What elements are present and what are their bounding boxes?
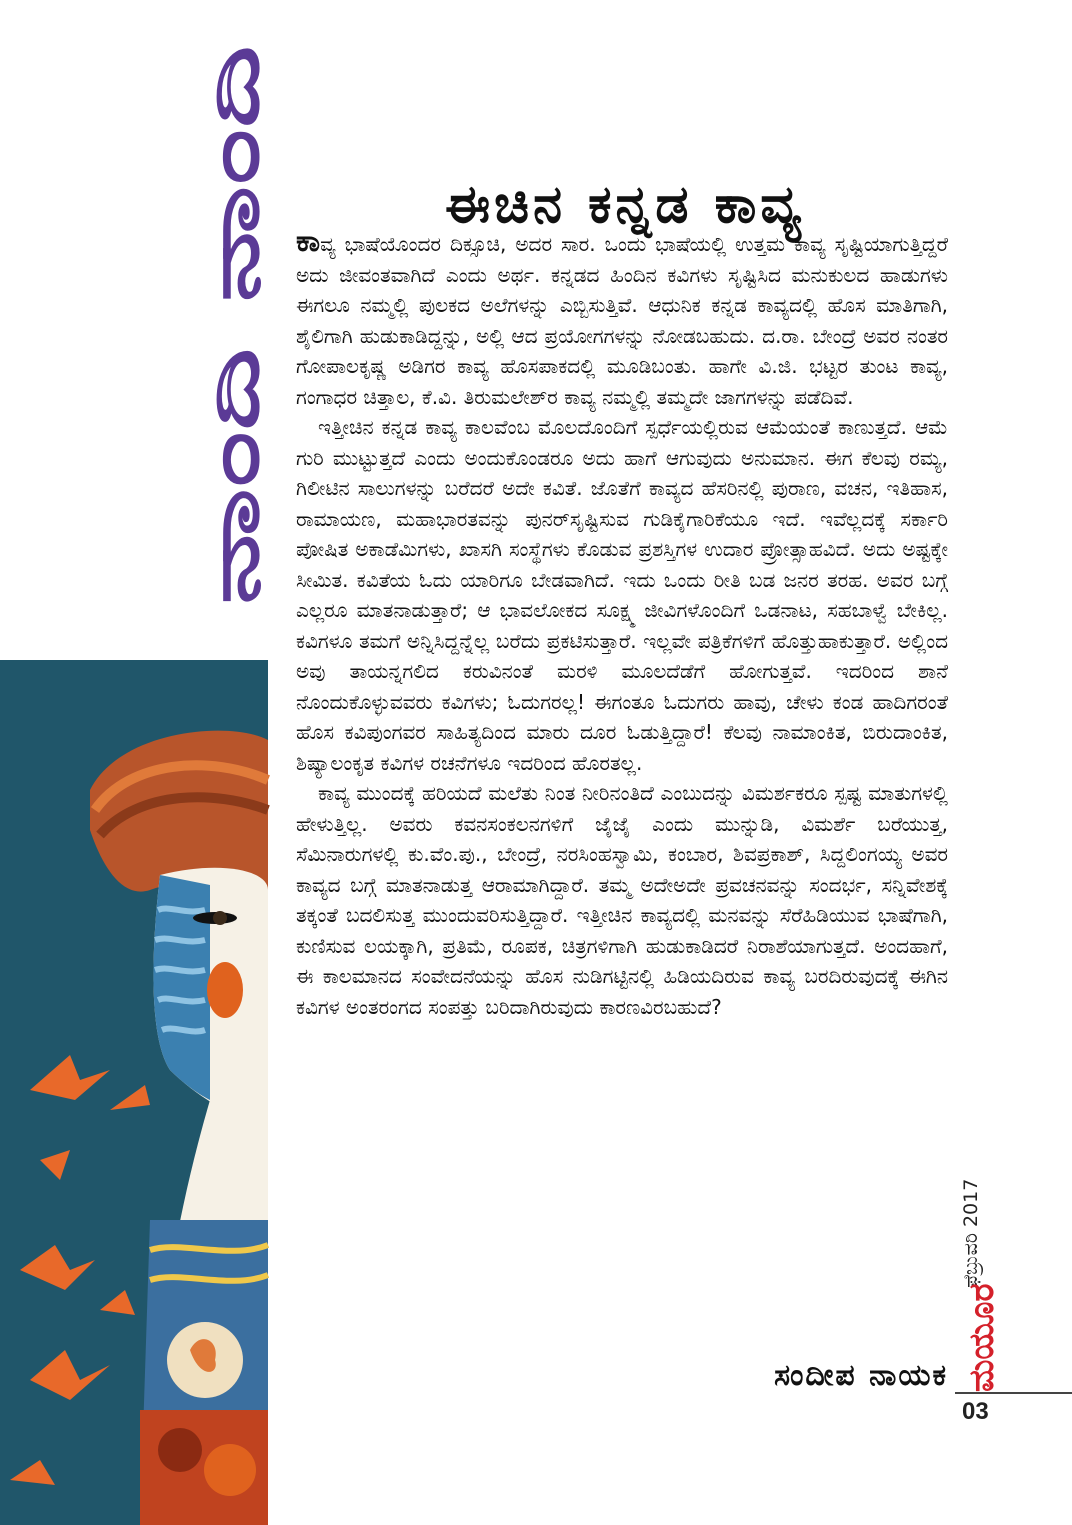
issue-date-text: ಫೆಬ್ರುವರಿ 2017 <box>960 1178 982 1288</box>
article-title: ಈಚಿನ ಕನ್ನಡ ಕಾವ್ಯ <box>445 174 805 235</box>
page-number: 03 <box>962 1398 989 1425</box>
author-name: ಸಂದೀಪ ನಾಯಕ <box>774 1358 948 1393</box>
section-label-graphic <box>193 40 275 610</box>
article-paragraph: ಕಾವ್ಯ ಮುಂದಕ್ಕೆ ಹರಿಯದೆ ಮಲೆತು ನಿಂತ ನೀರಿನಂತಿದೆ ಎಂಬುದನ್ನು ವಿಮರ್ಶಕರೂ ಸ್ಪಷ್ಟ ಮಾತುಗಳಲ್ಲಿ ಹೇಳುತ್ತಿಲ್ಲ. ಅವರು ಕವನಸಂಕಲನಗಳಿಗೆ ಜೈಜೈ ಎಂದು ಮುನ್ನುಡಿ, ವಿಮರ್ಶೆ ಬರೆಯುತ್ತ, ಸೆಮಿನಾರುಗಳಲ್ಲಿ ಕು.ವೆಂ.ಪು., ಬೇಂದ್ರೆ, ನರಸಿಂಹಸ್ವಾಮಿ, ಕಂಬಾರ, ಶಿವಪ್ರಕಾಶ್, ಸಿದ್ದಲಿಂಗಯ್ಯ ಅವರ ಕಾವ್ಯದ ಬಗ್ಗೆ ಮಾತನಾಡುತ್ತ ಆರಾಮಾಗಿದ್ದಾರೆ. ತಮ್ಮ ಅದೇಅದೇ ಪ್ರವಚನವನ್ನು ಸಂದರ್ಭ, ಸನ್ನಿವೇಶಕ್ಕೆ ತಕ್ಕಂತೆ ಬದಲಿಸುತ್ತ ಮುಂದುವರಿಸುತ್ತಿದ್ದಾರೆ. ಇತ್ತೀಚಿನ ಕಾವ್ಯದಲ್ಲಿ ಮನವನ್ನು ಸೆರೆಹಿಡಿಯುವ ಭಾಷೆಗಾಗಿ, ಕುಣಿಸುವ ಲಯಕ್ಕಾಗಿ, ಪ್ರತಿಮೆ, ರೂಪಕ, ಚಿತ್ರಗಳಿಗಾಗಿ ಹುಡುಕಾಡಿದರೆ ನಿರಾಶೆಯಾಗುತ್ತದೆ. ಅಂದಹಾಗೆ, ಈ ಕಾಲಮಾನದ ಸಂವೇದನೆಯನ್ನು ಹೊಸ ನುಡಿಗಟ್ಟಿನಲ್ಲಿ ಹಿಡಿಯದಿರುವ ಕಾವ್ಯ ಬರದಿರುವುದಕ್ಕೆ ಈಗಿನ ಕವಿಗಳ ಅಂತರಂಗದ ಸಂಪತ್ತು ಬರಿದಾಗಿರುವುದು ಕಾರಣವಿರಬಹುದೆ? <box>296 781 948 1019</box>
article-paragraph: ಇತ್ತೀಚಿನ ಕನ್ನಡ ಕಾವ್ಯ ಕಾಲವೆಂಬ ಮೊಲದೊಂದಿಗೆ ಸ್ಪರ್ಧೆಯಲ್ಲಿರುವ ಆಮೆಯಂತೆ ಕಾಣುತ್ತದೆ. ಆಮೆ ಗುರಿ ಮುಟ್ಟುತ್ತದೆ ಎಂದು ಅಂದುಕೊಂಡರೂ ಅದು ಹಾಗೆ ಆಗುವುದು ಅನುಮಾನ. ಈಗ ಕೆಲವು ರಮ್ಯ, ಗಿಲೀಟಿನ ಸಾಲುಗಳನ್ನು ಬರೆದರೆ ಅದೇ ಕವಿತೆ. ಜೊತೆಗೆ ಕಾವ್ಯದ ಹೆಸರಿನಲ್ಲಿ ಪುರಾಣ, ವಚನ, ಇತಿಹಾಸ, ರಾಮಾಯಣ, ಮಹಾಭಾರತವನ್ನು ಪುನರ್‌ಸೃಷ್ಟಿಸುವ ಗುಡಿಕೈಗಾರಿಕೆಯೂ ಇದೆ. ಇವೆಲ್ಲದಕ್ಕೆ ಸರ್ಕಾರಿ ಪೋಷಿತ ಅಕಾಡೆಮಿಗಳು, ಖಾಸಗಿ ಸಂಸ್ಥೆಗಳು ಕೊಡುವ ಪ್ರಶಸ್ತಿಗಳ ಉದಾರ ಪ್ರೋತ್ಸಾಹವಿದೆ. ಅದು ಅಷ್ಟಕ್ಕೇ ಸೀಮಿತ. ಕವಿತೆಯ ಓದು ಯಾರಿಗೂ ಬೇಡವಾಗಿದೆ. ಇದು ಒಂದು ರೀತಿ ಬಡ ಜನರ ತರಹ. ಅವರ ಬಗ್ಗೆ ಎಲ್ಲರೂ ಮಾತನಾಡುತ್ತಾರೆ; ಆ ಭಾವಲೋಕದ ಸೂಕ್ಷ್ಮ ಜೀವಿಗಳೊಂದಿಗೆ ಒಡನಾಟ, ಸಹಬಾಳ್ವೆ ಬೇಕಿಲ್ಲ. ಕವಿಗಳೂ ತಮಗೆ ಅನ್ನಿಸಿದ್ದನ್ನೆಲ್ಲ ಬರೆದು ಪ್ರಕಟಿಸುತ್ತಾರೆ. ಇಲ್ಲವೇ ಪತ್ರಿಕೆಗಳಿಗೆ ಹೊತ್ತುಹಾಕುತ್ತಾರೆ. ಅಲ್ಲಿಂದ ಅವು ತಾಯನ್ನಗಲಿದ ಕರುವಿನಂತೆ ಮರಳಿ ಮೂಲದೆಡೆಗೆ ಹೋಗುತ್ತವೆ. ಇದರಿಂದ ಶಾನೆ ನೊಂದುಕೊಳ್ಳುವವರು ಕವಿಗಳು; ಓದುಗರಲ್ಲ! ಈಗಂತೂ ಓದುಗರು ಹಾವು, ಚೇಳು ಕಂಡ ಹಾದಿಗರಂತೆ ಹೊಸ ಕವಿಪುಂಗವರ ಸಾಹಿತ್ಯದಿಂದ ಮಾರು ದೂರ ಓಡುತ್ತಿದ್ದಾರೆ! ಕೆಲವು ನಾಮಾಂಕಿತ, ಬಿರುದಾಂಕಿತ, ಶಿಷ್ಯಾಲಂಕೃತ ಕವಿಗಳ ರಚನೆಗಳೂ ಇದರಿಂದ ಹೊರತಲ್ಲ. <box>296 415 948 775</box>
section-label-text: ನಾಂದಿ ನಾಂದಿ <box>193 300 275 605</box>
paragraph-text: ವ್ಯ ಭಾಷೆಯೊಂದರ ದಿಕ್ಸೂಚಿ, ಅದರ ಸಾರ. ಒಂದು ಭಾಷೆಯಲ್ಲಿ ಉತ್ತಮ ಕಾವ್ಯ ಸೃಷ್ಟಿಯಾಗುತ್ತಿದ್ದರೆ ಅದು ಜೀವಂತವಾಗಿದೆ ಎಂದು ಅರ್ಥ. ಕನ್ನಡದ ಹಿಂದಿನ ಕವಿಗಳು ಸೃಷ್ಟಿಸಿದ ಮನುಕುಲದ ಹಾಡುಗಳು ಈಗಲೂ ನಮ್ಮಲ್ಲಿ ಪುಲಕದ ಅಲೆಗಳನ್ನು ಎಬ್ಬಿಸುತ್ತಿವೆ. ಆಧುನಿಕ ಕನ್ನಡ ಕಾವ್ಯದಲ್ಲಿ ಹೊಸ ಮಾತಿಗಾಗಿ, ಶೈಲಿಗಾಗಿ ಹುಡುಕಾಡಿದ್ದನ್ನು, ಅಲ್ಲಿ ಆದ ಪ್ರಯೋಗಗಳನ್ನು ನೋಡಬಹುದು. ದ.ರಾ. ಬೇಂದ್ರೆ ಅವರ ನಂತರ ಗೋಪಾಲಕೃಷ್ಣ ಅಡಿಗರ ಕಾವ್ಯ ಹೊಸಪಾಕದಲ್ಲಿ ಮೂಡಿಬಂತು. ಹಾಗೇ ವಿ.ಜಿ. ಭಟ್ಟರ ತುಂಟ ಕಾವ್ಯ, ಗಂಗಾಧರ ಚಿತ್ತಾಲ, ಕೆ.ವಿ. ತಿರುಮಲೇಶ್‌ರ ಕಾವ್ಯ ನಮ್ಮಲ್ಲಿ ತಮ್ಮದೇ ಜಾಗಗಳನ್ನು ಪಡೆದಿವೆ. <box>296 232 948 409</box>
issue-date <box>958 1100 988 1290</box>
section-label <box>193 40 275 610</box>
divider <box>955 1392 1072 1394</box>
illustration-woman-birds <box>0 660 268 1525</box>
article-paragraph <box>296 224 948 412</box>
magazine-brand <box>958 1283 1002 1392</box>
magazine-brand-text: ಮಯೂರ <box>962 1283 1002 1392</box>
article-body <box>296 224 948 1022</box>
drop-cap: ಕಾ <box>296 224 321 259</box>
